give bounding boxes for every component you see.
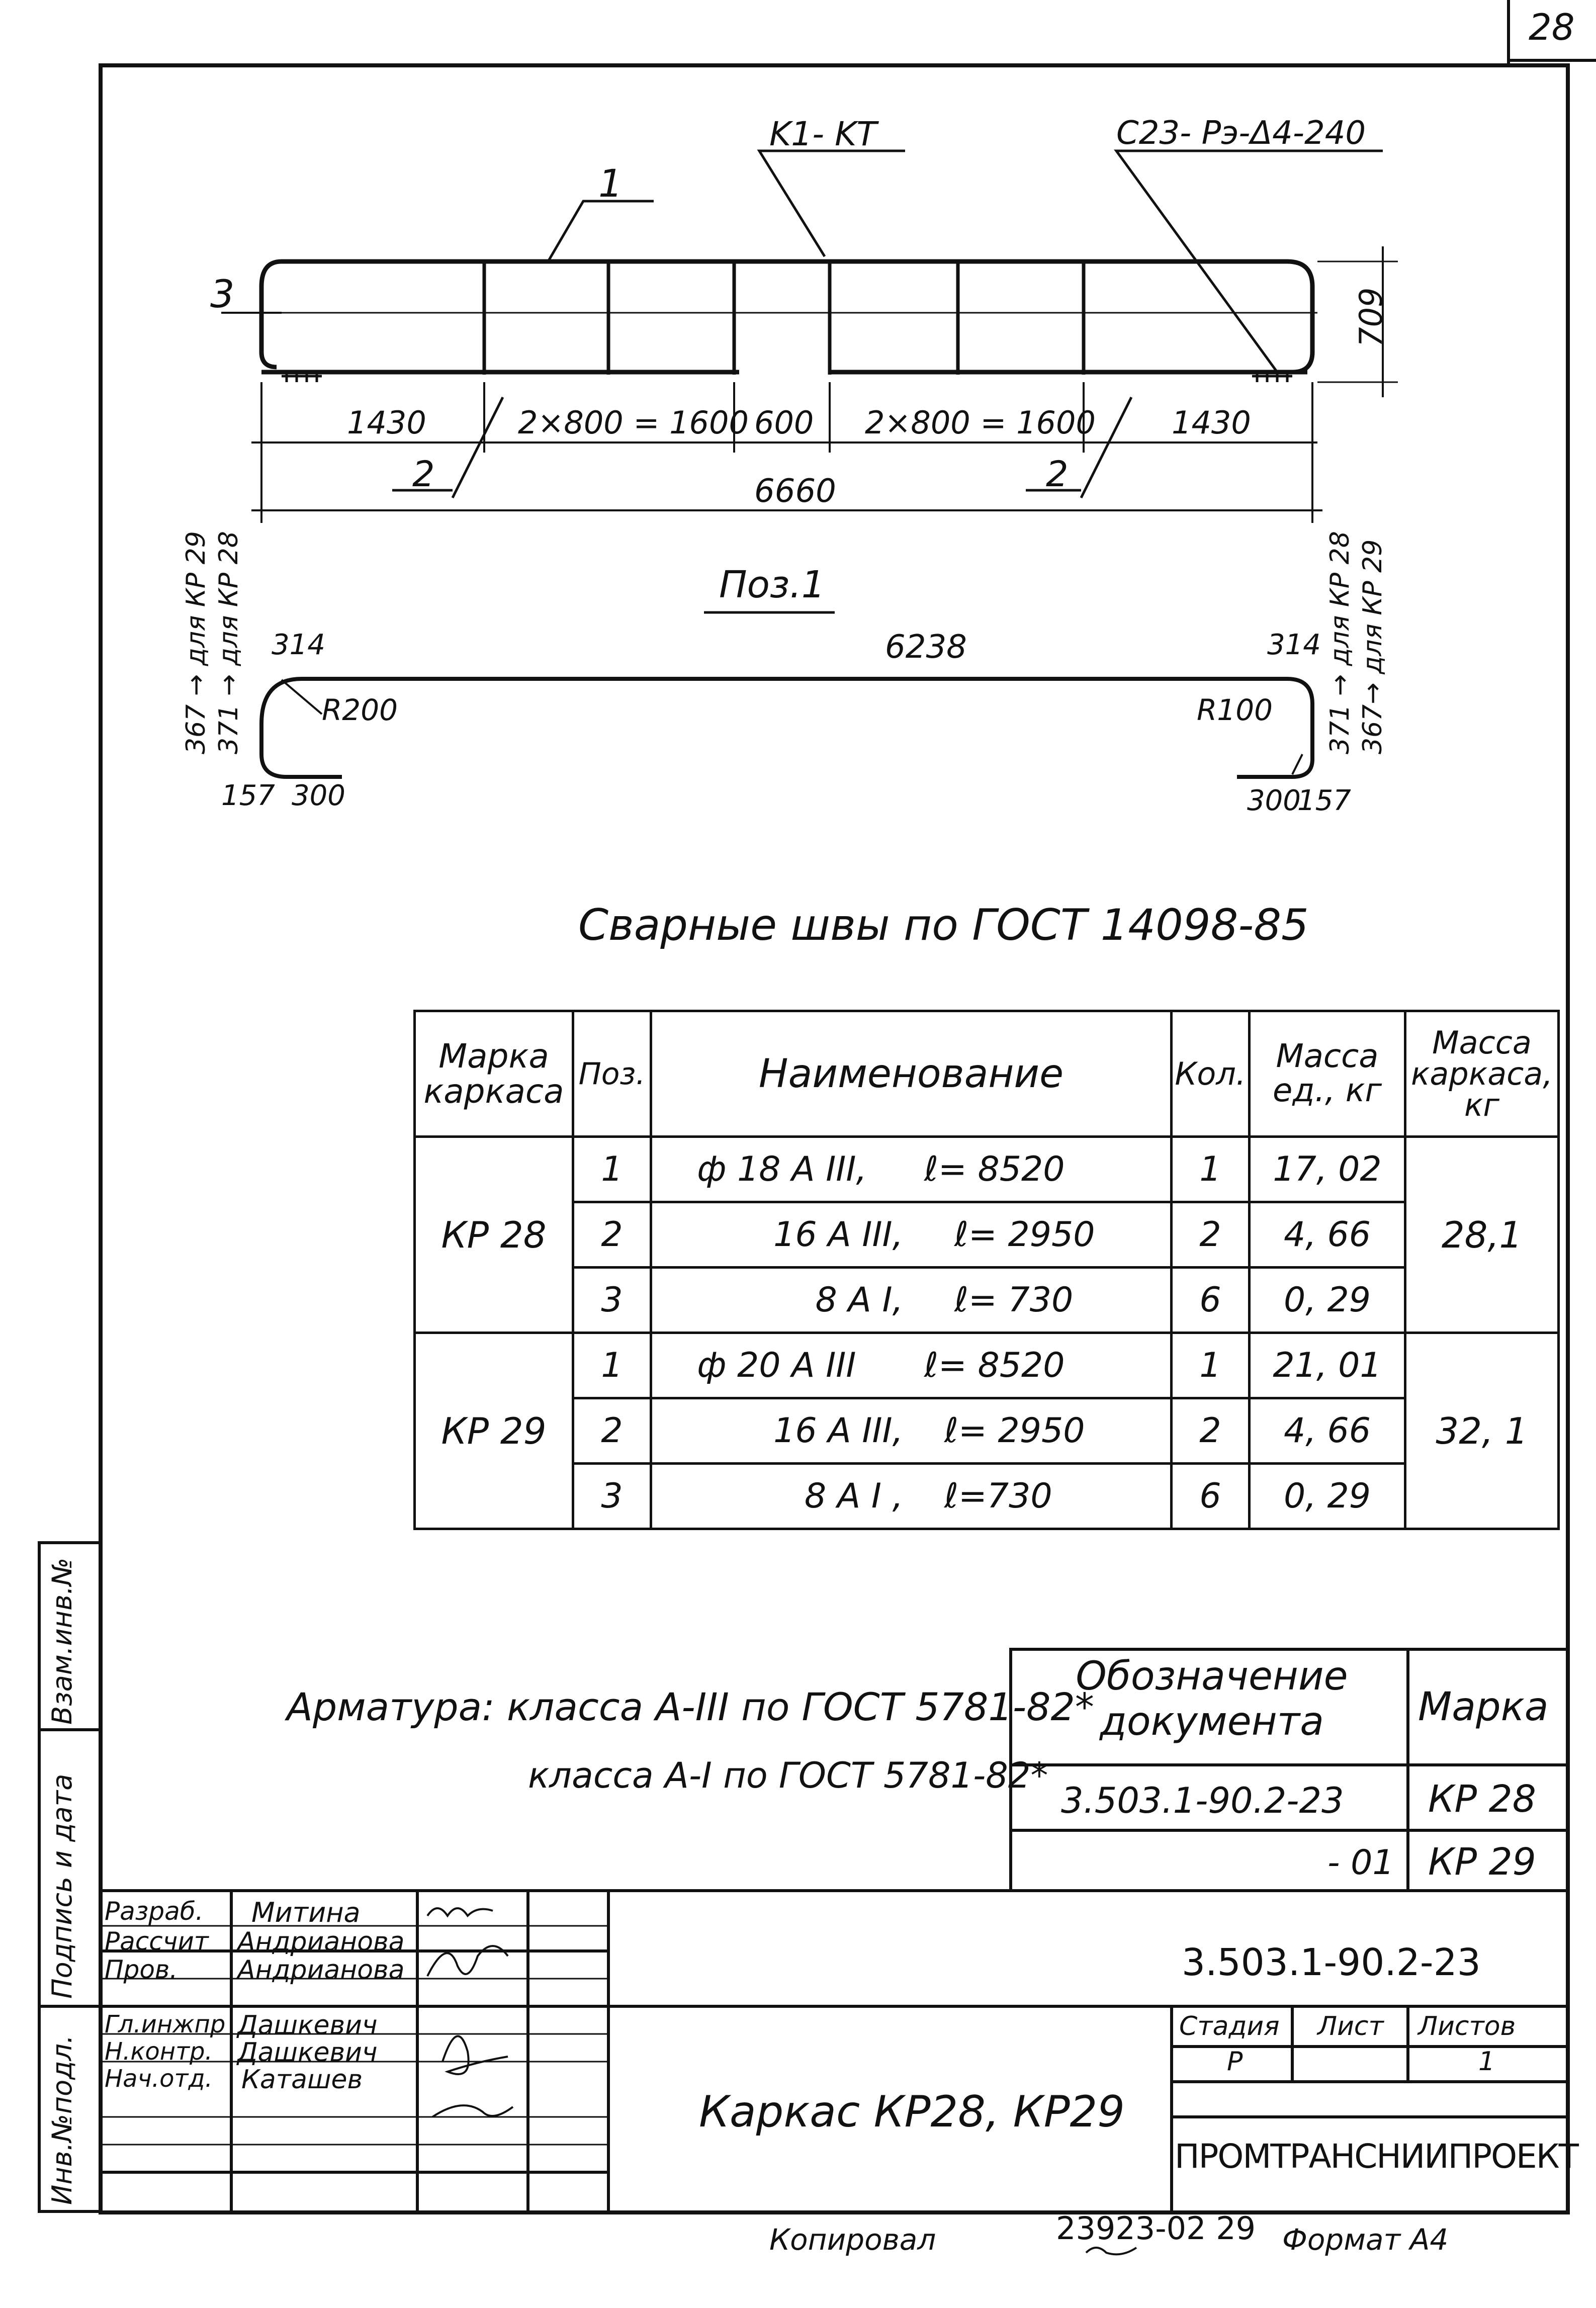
name-checker: Андрианова	[237, 1955, 405, 1985]
position-1-title: Поз.1	[719, 563, 825, 606]
designation-row2-mark: КР 29	[1428, 1840, 1536, 1884]
row-pos: 3	[573, 1268, 651, 1333]
header-unit-mass: Масса ед., кг	[1250, 1011, 1405, 1137]
right-vertical-note-2: 367→ для КР 29	[1358, 539, 1388, 754]
signatures	[427, 1908, 1136, 2254]
right-bottom-157: 157	[1297, 784, 1351, 817]
group-mark-kr28: КР 28	[415, 1137, 573, 1333]
row-name-length: ℓ= 2950	[954, 1215, 1095, 1255]
top-bar-left	[261, 261, 282, 367]
role-checker: Пров.	[105, 1955, 178, 1984]
radius-right: R100	[1197, 693, 1273, 727]
leader-weld-mesh-label: K1- KT	[769, 115, 877, 153]
row-name-length: ℓ=730	[944, 1476, 1052, 1516]
side-stamp-sign-date: Подпись и дата	[46, 1773, 78, 1999]
bent-bar-right	[302, 679, 1312, 777]
side-stamp-inv-orig: Инв.№подл.	[46, 2034, 78, 2205]
header-mark: Марка каркаса	[415, 1011, 573, 1137]
sheets-value: 1	[1478, 2047, 1495, 2077]
table-row	[415, 1464, 1559, 1529]
dimension-total: 6660	[754, 473, 836, 510]
row-mass: 4, 66	[1250, 1202, 1405, 1268]
row-pos: 3	[573, 1464, 651, 1529]
drawing-title: Каркас КР28, КР29	[699, 2087, 1125, 2137]
row-mass: 0, 29	[1250, 1268, 1405, 1333]
role-norm-control: Н.контр.	[105, 2037, 213, 2066]
row-qty: 6	[1172, 1268, 1250, 1333]
table-row	[415, 1333, 1559, 1398]
row-name	[651, 1202, 1172, 1268]
row-name-bar: 8 А I,	[815, 1280, 904, 1320]
designation-row1-mark: КР 28	[1428, 1778, 1536, 1821]
document-code: 3.503.1-90.2-23	[1182, 1941, 1481, 1984]
left-vertical-note-2: 371 → для КР 28	[214, 531, 244, 754]
row-name-bar: 8 А I ,	[804, 1476, 904, 1516]
reinforcement-note-line2: класса А-I по ГОСТ 5781-82*	[528, 1755, 1048, 1796]
row-name-bar: 16 А III,	[773, 1215, 904, 1255]
group-mass-kr29: 32, 1	[1405, 1333, 1559, 1529]
sheet-label: Лист	[1317, 2011, 1384, 2041]
table-row	[415, 1398, 1559, 1464]
dimension-segment-5: 1430	[1172, 404, 1251, 441]
group-mark-kr29: КР 29	[415, 1333, 573, 1529]
leader-spacer-label: C23- Pэ-Δ4-240	[1116, 115, 1366, 152]
role-developer: Разраб.	[105, 1897, 204, 1926]
row-name-length: ℓ= 8520	[924, 1346, 1065, 1385]
header-pos: Поз.	[573, 1011, 651, 1137]
row-mass: 17, 02	[1250, 1137, 1405, 1202]
row-name-length: ℓ= 730	[954, 1280, 1074, 1320]
row-pos: 1	[573, 1333, 651, 1398]
name-dept-head: Каташев	[241, 2065, 363, 2095]
page-number: 28	[1529, 6, 1575, 48]
table-row	[415, 1202, 1559, 1268]
row-pos: 2	[573, 1202, 651, 1268]
stirrups	[484, 261, 1084, 375]
header-name: Наименование	[651, 1011, 1172, 1137]
position-label-1: 1	[598, 161, 623, 206]
row-name	[651, 1137, 1172, 1202]
table-row	[415, 1268, 1559, 1333]
row-name	[651, 1333, 1172, 1398]
sheets-label: Листов	[1418, 2011, 1516, 2041]
hook-left-top: 314	[272, 629, 325, 661]
position-label-2-left: 2	[412, 454, 435, 495]
weld-note: Сварные швы по ГОСТ 14098-85	[578, 900, 1309, 950]
designation-mark-header: Марка	[1418, 1684, 1549, 1730]
dimension-segment-4: 2×800 = 1600	[865, 404, 1096, 441]
row-name-bar: ф 18 А III,	[697, 1149, 867, 1189]
organization-name: ПРОМТРАНСНИИПРОЕКТ	[1175, 2137, 1578, 2176]
designation-row2-code: - 01	[1327, 1843, 1394, 1883]
row-qty: 6	[1172, 1464, 1250, 1529]
row-mass: 21, 01	[1250, 1333, 1405, 1398]
name-calculator: Андрианова	[237, 1927, 405, 1957]
reinforcement-note-line1: Арматура: класса А-III по ГОСТ 5781-82*	[287, 1684, 1094, 1729]
top-bar-right	[282, 261, 1312, 372]
row-qty: 2	[1172, 1398, 1250, 1464]
designation-row1-code: 3.503.1-90.2-23	[1061, 1780, 1344, 1821]
row-qty: 2	[1172, 1202, 1250, 1268]
header-frame-mass: Масса каркаса, кг	[1405, 1011, 1559, 1137]
group-mass-kr28: 28,1	[1405, 1137, 1559, 1333]
role-chief-engineer: Гл.инжпр	[105, 2010, 226, 2038]
row-name-length: ℓ= 8520	[924, 1149, 1065, 1189]
row-pos: 2	[573, 1398, 651, 1464]
footer-format: Формат А4	[1282, 2223, 1449, 2257]
left-bottom-300: 300	[292, 779, 345, 812]
specification-table	[413, 1010, 1560, 1530]
right-vertical-note-1: 371 → для КР 28	[1325, 531, 1355, 754]
row-name	[651, 1398, 1172, 1464]
row-name-bar: ф 20 А III	[697, 1346, 856, 1385]
row-name-bar: 16 А III,	[773, 1411, 904, 1451]
footer-inventory-number: 23923-02 29	[1056, 2210, 1256, 2247]
stage-label: Стадия	[1179, 2011, 1280, 2041]
row-mass: 0, 29	[1250, 1464, 1405, 1529]
designation-header: Обозначение документа	[1076, 1654, 1348, 1744]
hook-right-top: 314	[1267, 629, 1321, 661]
name-developer: Митина	[251, 1897, 361, 1928]
dimension-segment-3: 600	[754, 404, 814, 441]
stage-value: Р	[1227, 2047, 1243, 2077]
side-stamp-replace-inv: Взам.инв.№	[46, 1557, 78, 1725]
footer-copied-by: Копировал	[769, 2223, 936, 2257]
header-qty: Кол.	[1172, 1011, 1250, 1137]
row-name	[651, 1268, 1172, 1333]
role-dept-head: Нач.отд.	[105, 2065, 213, 2093]
row-name	[651, 1464, 1172, 1529]
row-name-length: ℓ= 2950	[944, 1411, 1085, 1451]
name-chief-engineer: Дашкевич	[237, 2010, 378, 2040]
right-bottom-300: 300	[1247, 784, 1301, 817]
dimension-segment-2: 2×800 = 1600	[518, 404, 749, 441]
row-qty: 1	[1172, 1137, 1250, 1202]
dimension-segment-1: 1430	[347, 404, 426, 441]
row-pos: 1	[573, 1137, 651, 1202]
table-row	[415, 1137, 1559, 1202]
name-norm-control: Дашкевич	[237, 2037, 378, 2068]
left-vertical-note-1: 367 → для КР 29	[181, 531, 211, 754]
height-dimension: 709	[1353, 287, 1389, 347]
bar-length: 6238	[885, 629, 967, 666]
row-qty: 1	[1172, 1333, 1250, 1398]
role-calculator: Рассчит	[105, 1927, 209, 1956]
row-mass: 4, 66	[1250, 1398, 1405, 1464]
radius-left: R200	[322, 693, 398, 727]
position-label-2-right: 2	[1046, 454, 1069, 495]
left-bottom-157: 157	[221, 779, 275, 812]
position-label-3: 3	[210, 272, 235, 316]
